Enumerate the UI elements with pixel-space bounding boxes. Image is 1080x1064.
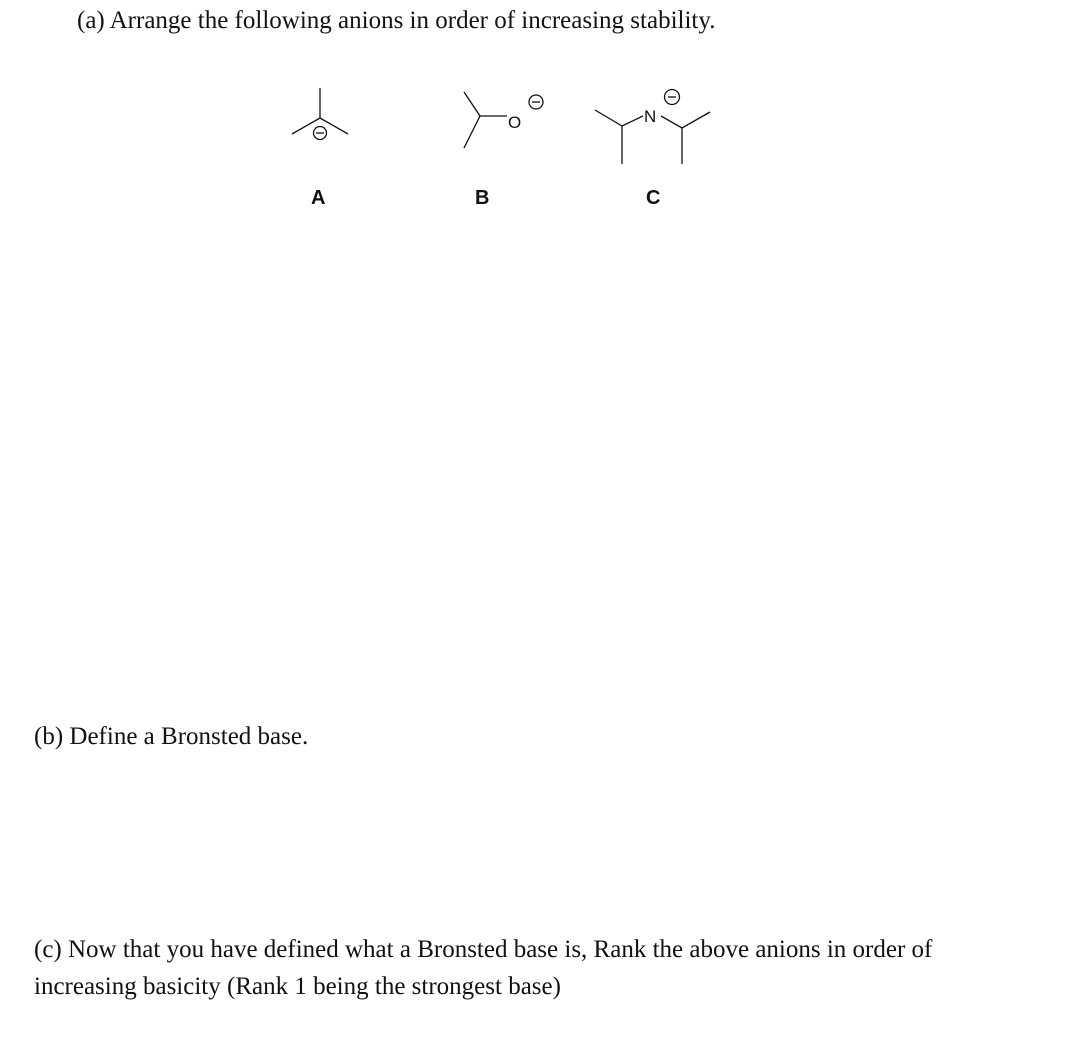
structure-c-amide <box>592 88 722 173</box>
structure-a-carbanion <box>285 85 355 155</box>
question-c-line-2: increasing basicity (Rank 1 being the strongest base) <box>34 973 561 1000</box>
structure-c-label: C <box>646 187 661 209</box>
structure-b-alkoxide <box>458 88 558 158</box>
question-c-line-1: (c) Now that you have defined what a Bronsted base is, Rank the above anions in order of <box>34 936 933 963</box>
question-a-text: (a) Arrange the following anions in order of increasing stability. <box>77 7 716 34</box>
oxygen-atom: O <box>508 113 522 132</box>
question-c-text <box>34 931 1064 1005</box>
question-b-text: (b) Define a Bronsted base. <box>34 723 309 750</box>
structure-a-label: A <box>311 187 326 209</box>
structure-b-label: B <box>475 187 490 209</box>
nitrogen-atom: N <box>644 107 657 126</box>
